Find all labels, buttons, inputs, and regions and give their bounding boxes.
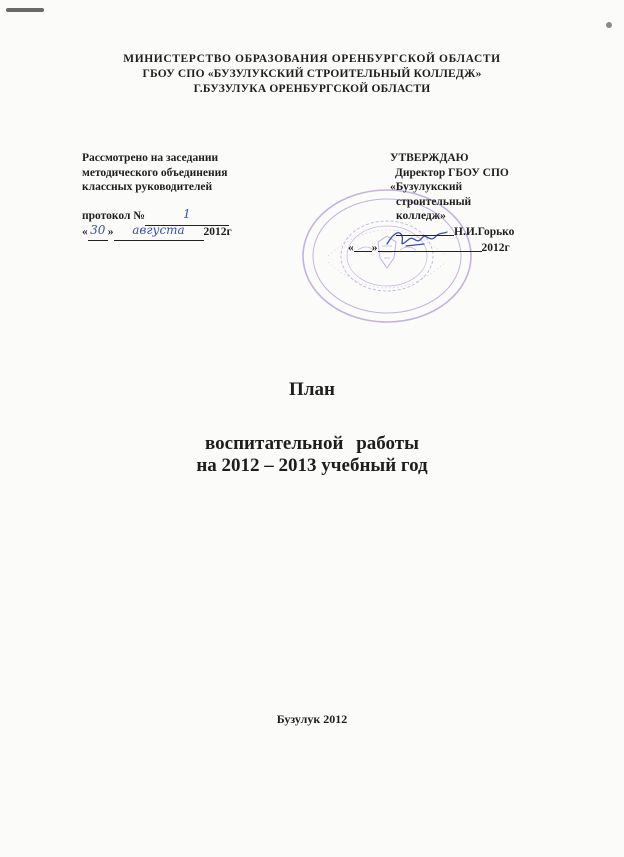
director-name: Н.И.Горько [454,225,515,238]
approval-block [348,151,598,256]
protocol-label: протокол № [82,210,145,222]
scan-dot [606,22,612,28]
review-date-close-quote: » [107,225,114,238]
review-line-2: методического объединения [82,166,228,179]
approval-date-line [348,241,598,256]
signature-blank [396,235,454,236]
review-day-blank [88,222,108,242]
review-line-3: классных руководителей [82,181,213,193]
approval-position: Директор ГБОУ СПО [395,166,509,179]
subtitle-word-1: воспитательной [205,433,344,454]
scan-mark [6,8,44,12]
approval-date-close-quote: » [371,242,378,254]
organization-header [0,52,624,97]
header-college: ГБОУ СПО «БУЗУЛУКСКИЙ СТРОИТЕЛЬНЫЙ КОЛЛЕДЖ» [142,68,482,80]
approval-org-line-2: строительный [396,195,472,208]
protocol-number: 1 [183,207,191,221]
approval-day-blank [354,251,372,252]
review-date-line [82,222,282,241]
document-title: План [289,379,335,400]
document-subtitle [0,433,624,477]
review-year: 2012г [203,225,232,238]
approval-heading: УТВЕРЖДАЮ [390,152,469,164]
review-line-1: Рассмотрено на заседании [82,152,219,164]
header-ministry: МИНИСТЕРСТВО ОБРАЗОВАНИЯ ОРЕНБУРГСКОЙ ОБЛАСТИ [123,53,501,65]
review-month-blank [114,222,204,242]
approval-month-blank [378,251,482,252]
header-city: Г.БУЗУЛУКА ОРЕНБУРГСКОЙ ОБЛАСТИ [193,83,431,95]
approval-date-open-quote: « [348,242,354,254]
signature-line [388,225,598,240]
approval-year: 2012г [481,242,510,254]
approval-org-line-3: колледж» [396,210,446,222]
approval-org-line-1: «Бузулукский [390,181,463,193]
subtitle-line-1 [0,433,624,455]
review-day: 30 [90,222,106,237]
review-month: августа [132,222,185,237]
subtitle-word-2: работы [356,433,419,454]
review-date-open-quote: « [82,225,88,238]
place-and-year: Бузулук 2012 [276,712,348,726]
subtitle-line-2: на 2012 – 2013 учебный год [196,455,428,476]
review-block [82,151,282,240]
